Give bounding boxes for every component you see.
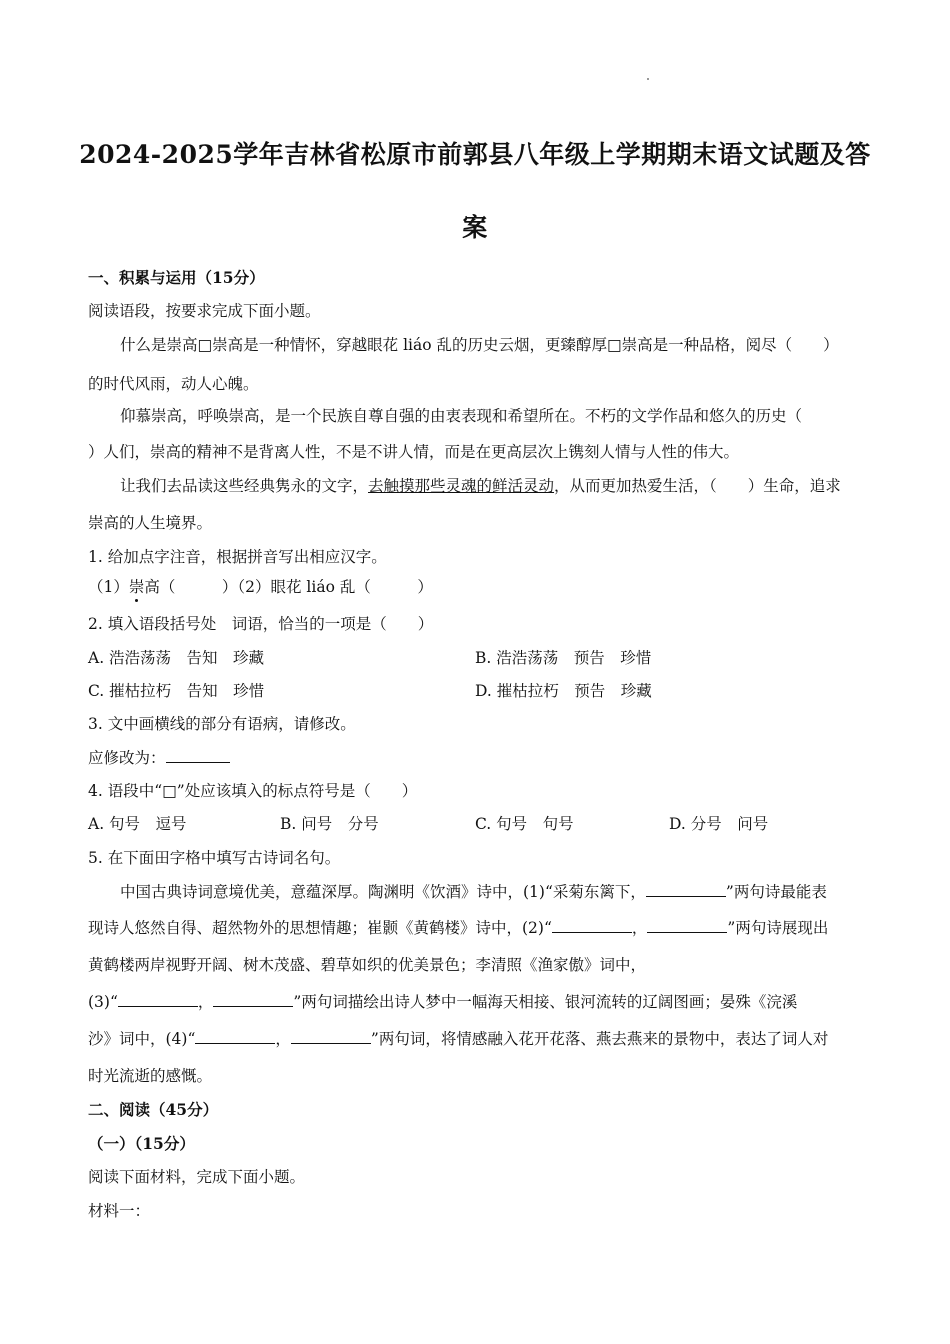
- section2-intro: 阅读下面材料，完成下面小题。: [88, 1168, 306, 1186]
- q4-option-a: A. 句号 逗号: [88, 815, 187, 833]
- q5-l5-post: ”两句词，将情感融入花开花落、燕去燕来的景物中，表达了词人对: [370, 1030, 829, 1048]
- scan-dot: [647, 78, 649, 80]
- q5-line4: [88, 990, 797, 1012]
- q5-l4-mid: ，: [197, 993, 214, 1011]
- q5-line3: 黄鹤楼两岸视野开阔、树木茂盛、碧草如织的优美景色；李清照《渔家傲》词中，: [88, 956, 647, 974]
- q1-sub-post: 高（ ）（2）眼花 liáo 乱（ ）: [144, 578, 433, 596]
- q3-text: 3. 文中画横线的部分有语病，请修改。: [88, 715, 356, 733]
- section1-heading: 一、积累与运用（15分）: [88, 268, 265, 287]
- q5-blank-4b[interactable]: [291, 1029, 371, 1044]
- para3-pre: 让我们去品读这些经典隽永的文字，: [120, 477, 369, 495]
- q5-l1-pre: 中国古典诗词意境优美，意蕴深厚。陶渊明《饮酒》诗中，(1)“采菊东篱下，: [120, 883, 646, 901]
- q5-blank-3a[interactable]: [118, 992, 198, 1007]
- q4-text: 4. 语段中“□”处应该填入的标点符号是（ ）: [88, 782, 418, 800]
- q4-option-d: D. 分号 问号: [669, 815, 769, 833]
- para2-line1: 仰慕崇高，呼唤崇高，是一个民族自尊自强的由衷表现和希望所在。不朽的文学作品和悠久的历史（: [120, 407, 803, 425]
- q5-line6: 时光流逝的感慨。: [88, 1067, 213, 1085]
- q3-answer-blank[interactable]: [166, 748, 230, 763]
- material-1-label: 材料一：: [88, 1202, 151, 1220]
- q2-text: 2. 填入语段括号处 词语，恰当的一项是（ ）: [88, 615, 434, 633]
- q5-line1: [120, 880, 827, 902]
- q5-l4-pre: (3)“: [88, 993, 118, 1011]
- para3-underlined-phrase: 去触摸那些灵魂的鲜活灵动: [368, 477, 555, 495]
- q4-option-b: B. 问号 分号: [280, 815, 379, 833]
- q1-subquestions: [88, 575, 433, 597]
- q5-blank-4a[interactable]: [195, 1029, 275, 1044]
- q1-dotted-char: 崇: [128, 578, 145, 596]
- q5-l2-mid: ，: [631, 919, 648, 937]
- q5-l5-pre: 沙》词中，(4)“: [88, 1030, 196, 1048]
- q3-answer-line: [88, 746, 230, 768]
- section2-subheading: （一）（15分）: [88, 1134, 195, 1153]
- doc-title-line1: 2024-2025学年吉林省松原市前郭县八年级上学期期末语文试题及答: [79, 140, 871, 169]
- q1-sub-pre: （1）: [88, 578, 129, 596]
- para2-line2: ）人们，崇高的精神不是背离人性，不是不讲人情，而是在更高层次上镌刻人情与人性的伟大。: [88, 443, 740, 461]
- q5-line2: [88, 916, 828, 938]
- q5-l2-pre: 现诗人悠然自得、超然物外的思想情趣；崔颢《黄鹤楼》诗中，(2)“: [88, 919, 552, 937]
- para3-line1: [120, 474, 841, 496]
- q3-answer-prefix: 应修改为：: [88, 749, 166, 767]
- para1-line2: 的时代风雨，动人心魄。: [88, 375, 259, 393]
- q2-option-d: D. 摧枯拉朽 预告 珍藏: [475, 682, 652, 700]
- q5-line5: [88, 1027, 828, 1049]
- para3-post: ，从而更加热爱生活，（ ）生命，追求: [554, 477, 841, 495]
- section2-heading: 二、阅读（45分）: [88, 1100, 219, 1119]
- q2-option-b: B. 浩浩荡荡 预告 珍惜: [475, 649, 652, 667]
- q5-text: 5. 在下面田字格中填写古诗词名句。: [88, 849, 341, 867]
- q5-blank-3b[interactable]: [213, 992, 293, 1007]
- q5-l2-post: ”两句诗展现出: [727, 919, 829, 937]
- q5-blank-1[interactable]: [646, 882, 726, 897]
- para3-line2: 崇高的人生境界。: [88, 514, 213, 532]
- para1-line1: 什么是崇高□崇高是一种情怀，穿越眼花 liáo 乱的历史云烟，更臻醇厚□崇高是一种品格，阅尽（ ）: [120, 336, 839, 354]
- q5-blank-2a[interactable]: [552, 918, 632, 933]
- section1-intro: 阅读语段，按要求完成下面小题。: [88, 302, 321, 320]
- q5-l5-mid: ，: [275, 1030, 291, 1048]
- q5-blank-2b[interactable]: [647, 918, 727, 933]
- q5-l4-post: ”两句词描绘出诗人梦中一幅海天相接、银河流转的辽阔图画；晏殊《浣溪: [293, 993, 798, 1011]
- q2-option-c: C. 摧枯拉朽 告知 珍惜: [88, 682, 265, 700]
- q4-option-c: C. 句号 句号: [475, 815, 574, 833]
- doc-title-line2: 案: [462, 213, 488, 242]
- q1-text: 1. 给加点字注音，根据拼音写出相应汉字。: [88, 548, 387, 566]
- q2-option-a: A. 浩浩荡荡 告知 珍藏: [88, 649, 265, 667]
- q5-l1-post: ”两句诗最能表: [725, 883, 827, 901]
